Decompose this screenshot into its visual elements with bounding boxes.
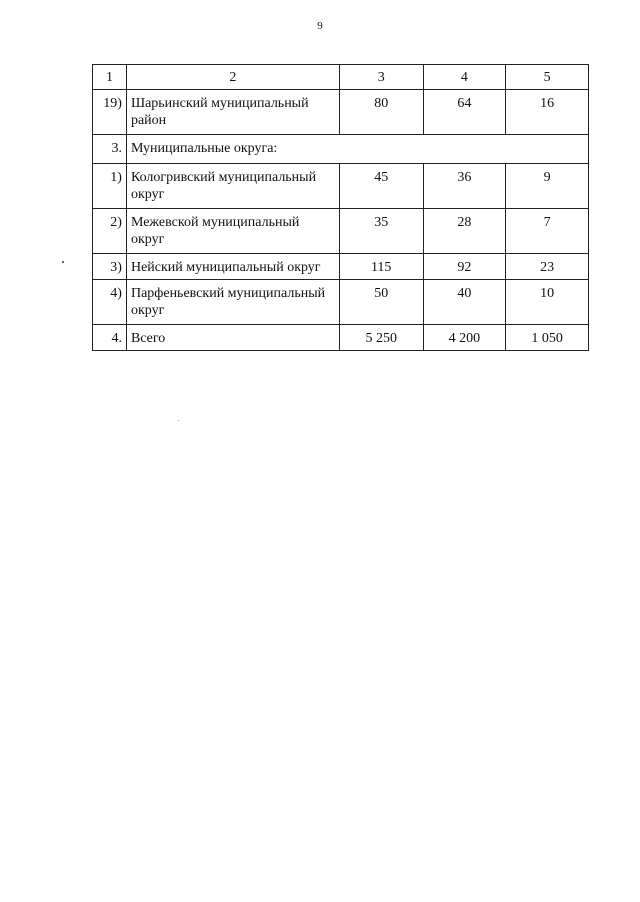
table-row <box>93 254 589 280</box>
scan-mark <box>62 261 64 263</box>
row-value-col3: 5 250 <box>339 325 423 351</box>
table-section-row <box>93 135 589 164</box>
row-number: 4) <box>93 280 127 325</box>
row-value-col4: 92 <box>423 254 506 280</box>
row-value-col5: 16 <box>506 90 589 135</box>
allocation-table <box>92 64 589 351</box>
header-cell: 1 <box>93 65 127 90</box>
row-name: Всего <box>126 325 339 351</box>
row-value-col4: 40 <box>423 280 506 325</box>
row-value-col4: 4 200 <box>423 325 506 351</box>
row-value-col5: 10 <box>506 280 589 325</box>
row-name: Межевской муниципальный округ <box>126 209 339 254</box>
row-name: Нейский муниципальный округ <box>126 254 339 280</box>
page-number: 9 <box>317 20 323 32</box>
header-cell: 3 <box>339 65 423 90</box>
table-row <box>93 209 589 254</box>
row-value-col4: 36 <box>423 164 506 209</box>
row-name: Шарьинский муниципальный район <box>126 90 339 135</box>
row-value-col4: 64 <box>423 90 506 135</box>
table-row <box>93 280 589 325</box>
row-number: 2) <box>93 209 127 254</box>
table-header-row <box>93 65 589 90</box>
scan-mark-faint <box>178 420 179 421</box>
row-number: 19) <box>93 90 127 135</box>
row-number: 3. <box>93 135 127 164</box>
row-value-col3: 80 <box>339 90 423 135</box>
row-number: 3) <box>93 254 127 280</box>
row-number: 4. <box>93 325 127 351</box>
table-row <box>93 164 589 209</box>
row-value-col5: 23 <box>506 254 589 280</box>
row-value-col3: 115 <box>339 254 423 280</box>
header-cell: 5 <box>506 65 589 90</box>
header-cell: 4 <box>423 65 506 90</box>
table-total-row <box>93 325 589 351</box>
header-cell: 2 <box>126 65 339 90</box>
row-value-col5: 7 <box>506 209 589 254</box>
section-title: Муниципальные округа: <box>126 135 588 164</box>
row-name: Парфеньевский муниципальный округ <box>126 280 339 325</box>
row-value-col5: 1 050 <box>506 325 589 351</box>
row-value-col4: 28 <box>423 209 506 254</box>
row-value-col3: 50 <box>339 280 423 325</box>
row-value-col3: 45 <box>339 164 423 209</box>
table-row <box>93 90 589 135</box>
row-value-col3: 35 <box>339 209 423 254</box>
row-name: Кологривский муниципальный округ <box>126 164 339 209</box>
row-number: 1) <box>93 164 127 209</box>
row-value-col5: 9 <box>506 164 589 209</box>
